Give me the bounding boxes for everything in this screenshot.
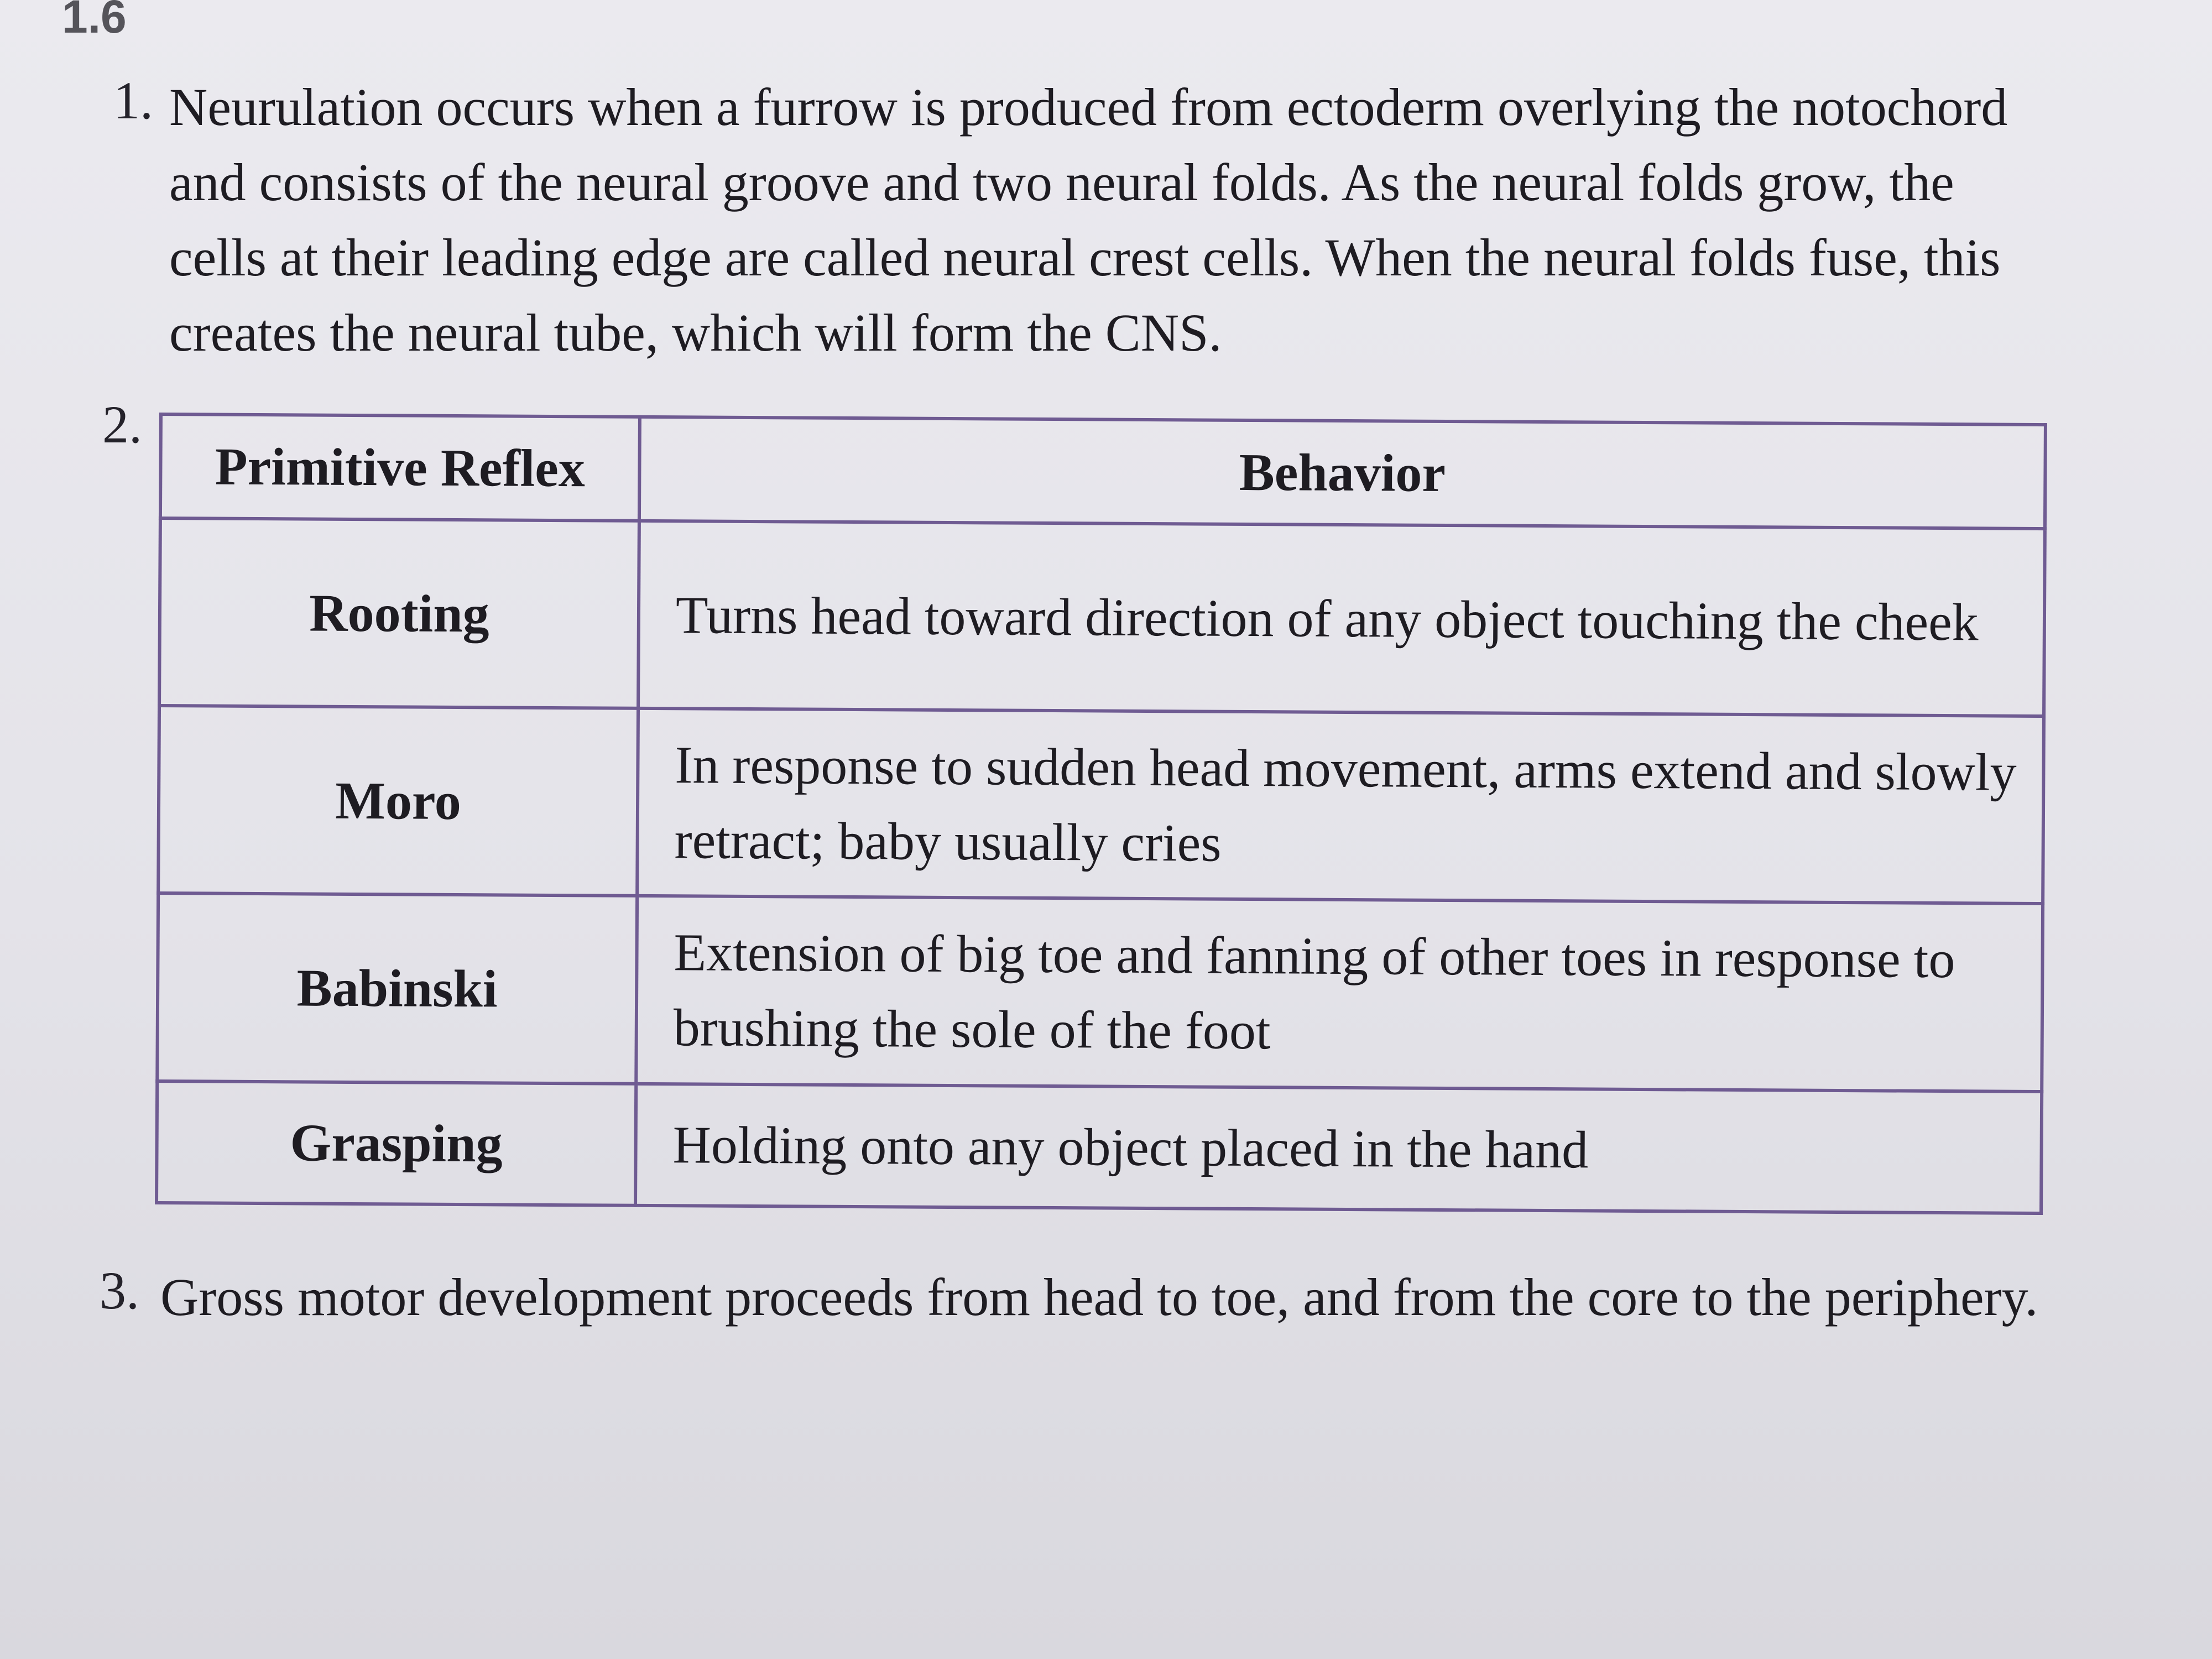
header-behavior: Behavior (639, 417, 2046, 529)
item-1-text: Neurulation occurs when a furrow is produced from ectoderm overlying the notochord and consists of the neural groove and two neural folds. As the neural folds grow, the cells at their leading edge are called neural crest cells. When the neural folds fuse, this creates the neural tube, which will form the CNS. (169, 77, 2008, 362)
table-row (156, 1081, 2042, 1214)
page-number: 1.6 (62, 0, 127, 43)
reflex-behavior: In response to sudden head movement, arms extend and slowly retract; baby usually cries (637, 708, 2044, 904)
reflex-name: Rooting (159, 518, 639, 708)
table-header-row (160, 414, 2046, 529)
reflex-name: Moro (158, 706, 638, 896)
table-row (158, 706, 2044, 904)
header-primitive-reflex: Primitive Reflex (160, 414, 640, 521)
reflex-behavior: Holding onto any object placed in the hand (635, 1083, 2042, 1213)
reflex-name: Grasping (156, 1081, 636, 1206)
table-row (159, 518, 2045, 716)
reflex-behavior: Extension of big toe and fanning of other toes in response to brushing the sole of the foot (636, 896, 2043, 1091)
item-3-number: 3. (100, 1261, 139, 1320)
primitive-reflex-table (155, 413, 2047, 1215)
item-1-number: 1. (113, 71, 153, 130)
table-row (157, 893, 2043, 1091)
reflex-behavior: Turns head toward direction of any object touching the cheek (638, 521, 2045, 716)
item-3-text: Gross motor development proceeds from head to toe, and from the core to the periphery. (160, 1267, 2038, 1327)
reflex-name: Babinski (157, 893, 637, 1083)
item-2-number: 2. (102, 395, 142, 454)
